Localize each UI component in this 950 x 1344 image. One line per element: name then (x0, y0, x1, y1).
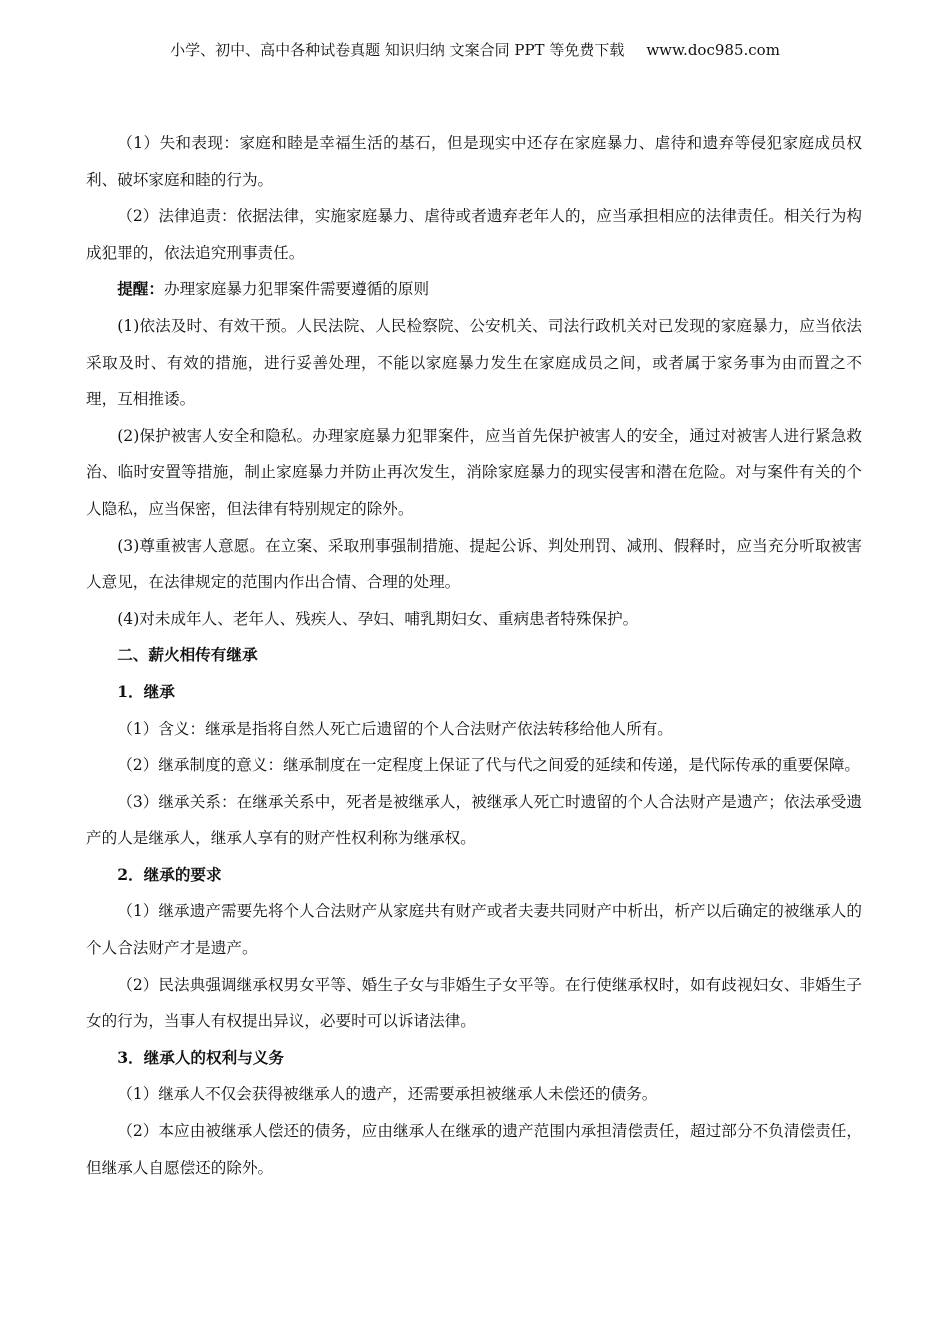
paragraph: （2）民法典强调继承权男女平等、婚生子女与非婚生子女平等。在行使继承权时，如有歧视妇女、非婚生子女的行为，当事人有权提出异议，必要时可以诉诸法律。 (86, 975, 862, 1031)
header-url: www.doc985.com (646, 41, 780, 59)
paragraph: （1）继承人不仅会获得被继承人的遗产，还需要承担被继承人未偿还的债务。 (117, 1085, 658, 1104)
page-header (0, 40, 950, 60)
paragraph: （2）法律追责：依据法律，实施家庭暴力、虐待或者遗弃老年人的，应当承担相应的法律责任。相关行为构成犯罪的，依法追究刑事责任。 (86, 207, 862, 262)
subsection-heading: 1．继承 (117, 681, 175, 701)
paragraph: （1）继承遗产需要先将个人合法财产从家庭共有财产或者夫妻共同财产中析出，析产以后确定的被继承人的个人合法财产才是遗产。 (86, 902, 862, 958)
subsection-heading: 2．继承的要求 (117, 864, 222, 884)
paragraph: （2）继承制度的意义：继承制度在一定程度上保证了代与代之间爱的延续和传递，是代际传承的重要保障。 (117, 756, 861, 775)
paragraph: （1）含义：继承是指将自然人死亡后遗留的个人合法财产依法转移给他人所有。 (117, 719, 673, 738)
reminder-paragraph (86, 271, 862, 308)
paragraph: (3)尊重被害人意愿。在立案、采取刑事强制措施、提起公诉、判处刑罚、减刑、假释时，应当充分听取被害人意见，在法律规定的范围内作出合情、合理的处理。 (86, 536, 862, 592)
reminder-text: 办理家庭暴力犯罪案件需要遵循的原则 (163, 280, 430, 299)
paragraph: (2)保护被害人安全和隐私。办理家庭暴力犯罪案件，应当首先保护被害人的安全，通过对被害人进行紧急救治、临时安置等措施，制止家庭暴力并防止再次发生，消除家庭暴力的现实侵害和潜在危险。对与案件有关的个人隐私，应当保密，但法律有特别规定的除外。 (86, 426, 862, 518)
document-body (86, 125, 862, 1186)
paragraph: (1)依法及时、有效干预。人民法院、人民检察院、公安机关、司法行政机关对已发现的家庭暴力，应当依法采取及时、有效的措施，进行妥善处理，不能以家庭暴力发生在家庭成员之间，或者属于家务事为由而置之不理，互相推诿。 (86, 316, 862, 409)
paragraph: （2）本应由被继承人偿还的债务，应由继承人在继承的遗产范围内承担清偿责任，超过部分不负清偿责任，但继承人自愿偿还的除外。 (86, 1122, 862, 1177)
paragraph: （1）失和表现：家庭和睦是幸福生活的基石，但是现实中还存在家庭暴力、虐待和遗弃等侵犯家庭成员权利、破坏家庭和睦的行为。 (86, 134, 862, 189)
subsection-heading: 3．继承人的权利与义务 (117, 1047, 284, 1067)
section-heading: 二、薪火相传有继承 (117, 645, 258, 665)
paragraph: (4)对未成年人、老年人、残疾人、孕妇、哺乳期妇女、重病患者特殊保护。 (117, 609, 639, 628)
header-left-text: 小学、初中、高中各种试卷真题 知识归纳 文案合同 PPT 等免费下载 (170, 41, 625, 59)
reminder-label: 提醒： (117, 279, 164, 299)
paragraph: （3）继承关系：在继承关系中，死者是被继承人，被继承人死亡时遗留的个人合法财产是遗产；依法承受遗产的人是继承人，继承人享有的财产性权利称为继承权。 (86, 792, 862, 848)
